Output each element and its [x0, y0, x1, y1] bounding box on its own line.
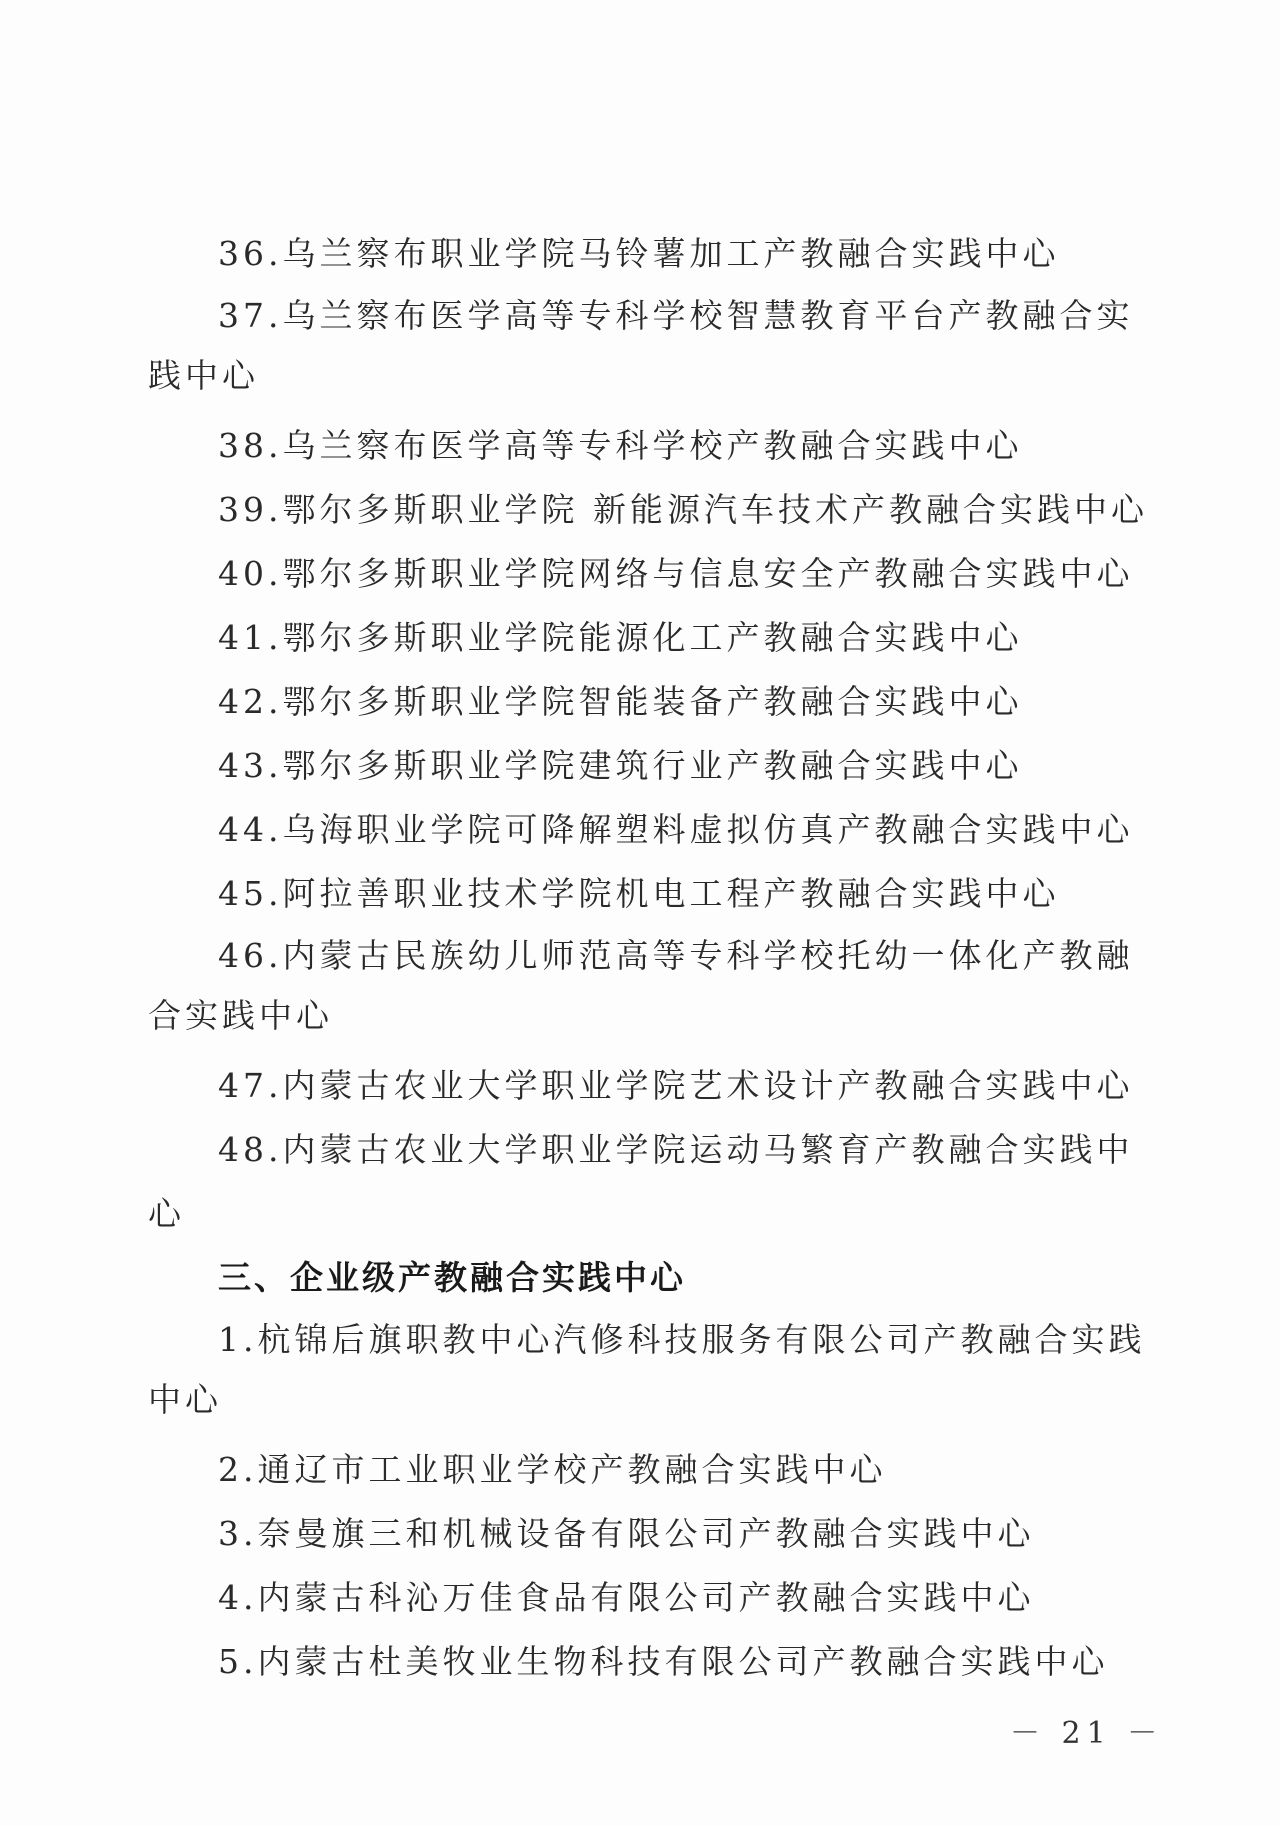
- list-item: 37.乌兰察布医学高等专科学校智慧教育平台产教融合实践中心: [148, 296, 1134, 395]
- list-item: 40.鄂尔多斯职业学院网络与信息安全产教融合实践中心: [218, 554, 1134, 593]
- list-item: 1.杭锦后旗职教中心汽修科技服务有限公司产教融合实践中心: [148, 1320, 1146, 1419]
- list-item: 38.乌兰察布医学高等专科学校产教融合实践中心: [218, 426, 1023, 465]
- list-item: 48.内蒙古农业大学职业学院运动马繁育产教融合实践中心: [148, 1130, 1134, 1233]
- list-item: 47.内蒙古农业大学职业学院艺术设计产教融合实践中心: [218, 1066, 1134, 1105]
- list-item: 4.内蒙古科沁万佳食品有限公司产教融合实践中心: [218, 1578, 1035, 1617]
- list-item: 41.鄂尔多斯职业学院能源化工产教融合实践中心: [218, 618, 1023, 657]
- list-item: 45.阿拉善职业技术学院机电工程产教融合实践中心: [218, 874, 1060, 913]
- list-item: 36.乌兰察布职业学院马铃薯加工产教融合实践中心: [218, 234, 1060, 273]
- list-item: 42.鄂尔多斯职业学院智能装备产教融合实践中心: [218, 682, 1023, 721]
- section-heading: 三、企业级产教融合实践中心: [218, 1258, 686, 1297]
- list-item: 46.内蒙古民族幼儿师范高等专科学校托幼一体化产教融合实践中心: [148, 936, 1134, 1035]
- list-item: 43.鄂尔多斯职业学院建筑行业产教融合实践中心: [218, 746, 1023, 785]
- list-item: 44.乌海职业学院可降解塑料虚拟仿真产教融合实践中心: [218, 810, 1134, 849]
- document-body: [148, 222, 1148, 1694]
- list-item: 2.通辽市工业职业学校产教融合实践中心: [218, 1450, 887, 1489]
- list-item: 39.鄂尔多斯职业学院 新能源汽车技术产教融合实践中心: [218, 490, 1148, 529]
- list-item: 3.奈曼旗三和机械设备有限公司产教融合实践中心: [218, 1514, 1035, 1553]
- list-item: 5.内蒙古杜美牧业生物科技有限公司产教融合实践中心: [218, 1642, 1109, 1681]
- page-number: － 21 －: [1010, 1716, 1164, 1751]
